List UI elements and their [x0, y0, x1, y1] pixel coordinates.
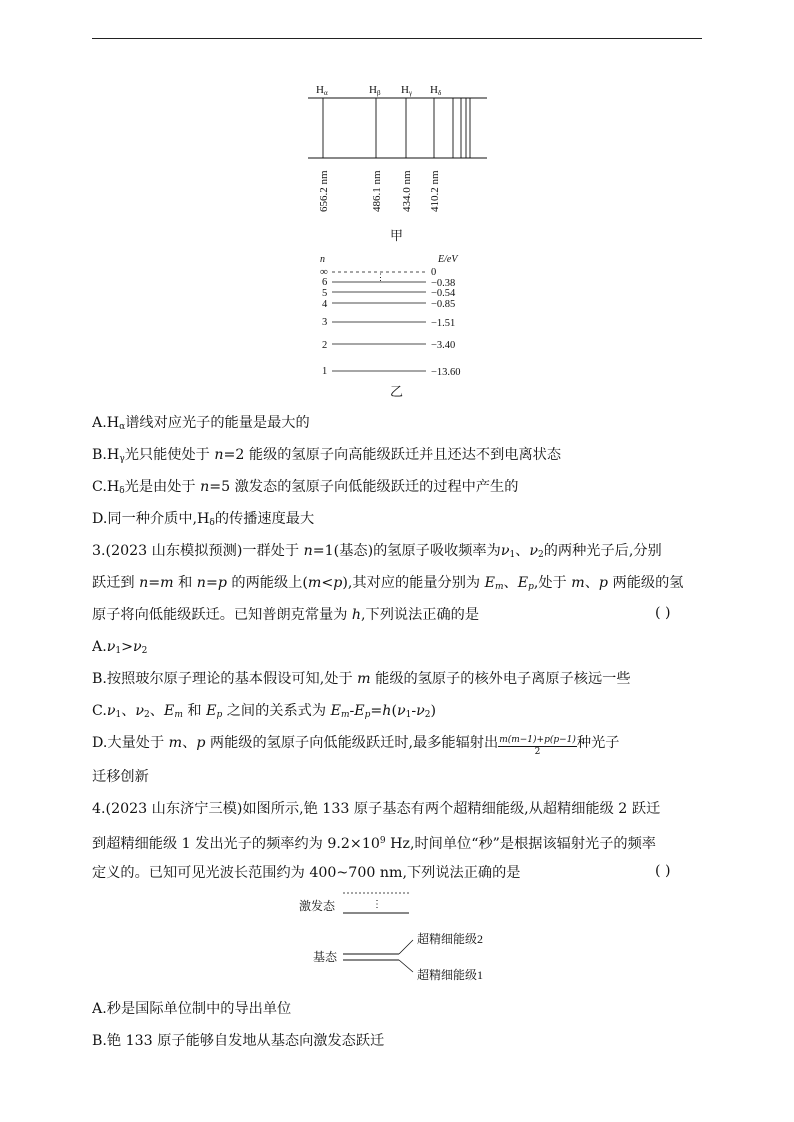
dots: ⋮: [376, 272, 385, 282]
wavelength-label: 656.2 nm: [318, 170, 330, 212]
h-alpha-label: Hα: [316, 84, 328, 97]
q3-stem-line2: 跃迁到 n=m 和 n=p 的两能级上(m<p),其对应的能量分别为 $E_m$、$E_p$,处于 m、p 两能级的氢: [92, 575, 684, 592]
q4-answer-blank: ( ): [655, 863, 671, 879]
n-value: 6: [322, 277, 328, 288]
n-axis-label: n: [320, 254, 325, 265]
q3-stem-line3: 原子将向低能级跃迁。已知普朗克常量为 h,下列说法正确的是: [92, 607, 480, 623]
wavelength-label: 486.1 nm: [371, 170, 383, 212]
hyperfine-level-1-label: 超精细能级1: [417, 968, 484, 982]
energy-value: 0: [431, 267, 437, 278]
energy-value: −0.85: [431, 299, 456, 310]
figure-caption-jia: 甲: [390, 228, 404, 243]
ground-state-label: 基态: [313, 950, 338, 964]
energy-value: −0.38: [431, 278, 456, 289]
hyperfine-level-2-label: 超精细能级2: [417, 932, 484, 946]
energy-value: −0.54: [431, 288, 456, 299]
q3-option-a: $A.\nu_1>\nu_2$: [92, 639, 148, 656]
energy-value: −1.51: [431, 318, 456, 329]
wavelength-label: 434.0 nm: [401, 170, 413, 212]
q3-option-b: B.按照玻尔原子理论的基本假设可知,处于 m 能级的氢原子的核外电子离原子核远一些: [92, 671, 631, 687]
q2-option-a: $A.H_\alpha$谱线对应光子的能量是最大的: [92, 415, 310, 432]
energy-value: −3.40: [431, 340, 456, 351]
n-value: 2: [322, 340, 328, 351]
section-heading: 迁移创新: [92, 769, 149, 785]
energy-value: −13.60: [431, 367, 461, 378]
h-delta-label: Hδ: [430, 84, 442, 97]
q3-option-d: D.大量处于 m、p 两能级的氢原子向低能级跃迁时,最多能辐射出 $\frac{m(m-1)+p(p-1)}{2}$ 种光子: [92, 735, 620, 757]
h-beta-label: Hβ: [369, 84, 381, 97]
q2-option-d: D.同一种介质中$,H_\delta$的传播速度最大: [92, 511, 315, 528]
q4-stem-line1: 4.(2023 山东济宁三模)如图所示,铯 133 原子基态有两个超精细能级,从超精细能级 2 跃迁: [92, 801, 661, 817]
n-value: 4: [322, 299, 328, 310]
wavelength-label: 410.2 nm: [429, 170, 441, 212]
n-value: 5: [322, 288, 328, 299]
spectrum-figure: [300, 78, 500, 243]
header-rule: [92, 38, 702, 39]
q3-answer-blank: ( ): [655, 605, 671, 621]
fraction: $\frac{m(m-1)+p(p-1)}{2}$: [499, 735, 576, 757]
cesium-level-diagram: [295, 890, 515, 986]
q2-option-c: $C.H_\delta$光是由处于 n=5 激发态的氢原子向低能级跃迁的过程中产生的: [92, 479, 519, 496]
q2-option-b: $B.H_\gamma$光只能使处于 n=2 能级的氢原子向高能级跃迁并且还达不到电离状态: [92, 447, 562, 464]
q3-option-c: $C.\nu_1$、$\nu_2$、$E_m$ 和 $E_p$ 之间的关系式为 $E_m-E_p=h(\nu_1-\nu_2)$: [92, 703, 437, 720]
q3-stem-line1: 3.(2023 山东模拟预测)一群处于 n=1(基态)的氢原子吸收频率为$\nu_1$、$\nu_2$的两种光子后,分别: [92, 543, 662, 560]
n-inf: ∞: [320, 266, 328, 278]
n-value: 3: [322, 317, 328, 328]
q4-stem-line3: 定义的。已知可见光波长范围约为 400~700 nm,下列说法正确的是: [92, 865, 521, 881]
energy-level-figure: [318, 251, 488, 401]
energy-axis-label: E/eV: [438, 254, 458, 265]
h-gamma-label: Hγ: [401, 84, 413, 97]
n-value: 1: [322, 366, 328, 377]
q4-option-a: A.秒是国际单位制中的导出单位: [92, 1001, 292, 1017]
q4-stem-line2: 到超精细能级 1 发出光子的频率约为 $9.2\times 10^9$ Hz,时间单位“秒”是根据该辐射光子的频率: [92, 836, 656, 852]
dots: ⋮: [372, 899, 382, 910]
figure-caption-yi: 乙: [390, 384, 404, 399]
q4-option-b: B.铯 133 原子能够自发地从基态向激发态跃迁: [92, 1033, 385, 1049]
excited-state-label: 激发态: [299, 899, 336, 913]
